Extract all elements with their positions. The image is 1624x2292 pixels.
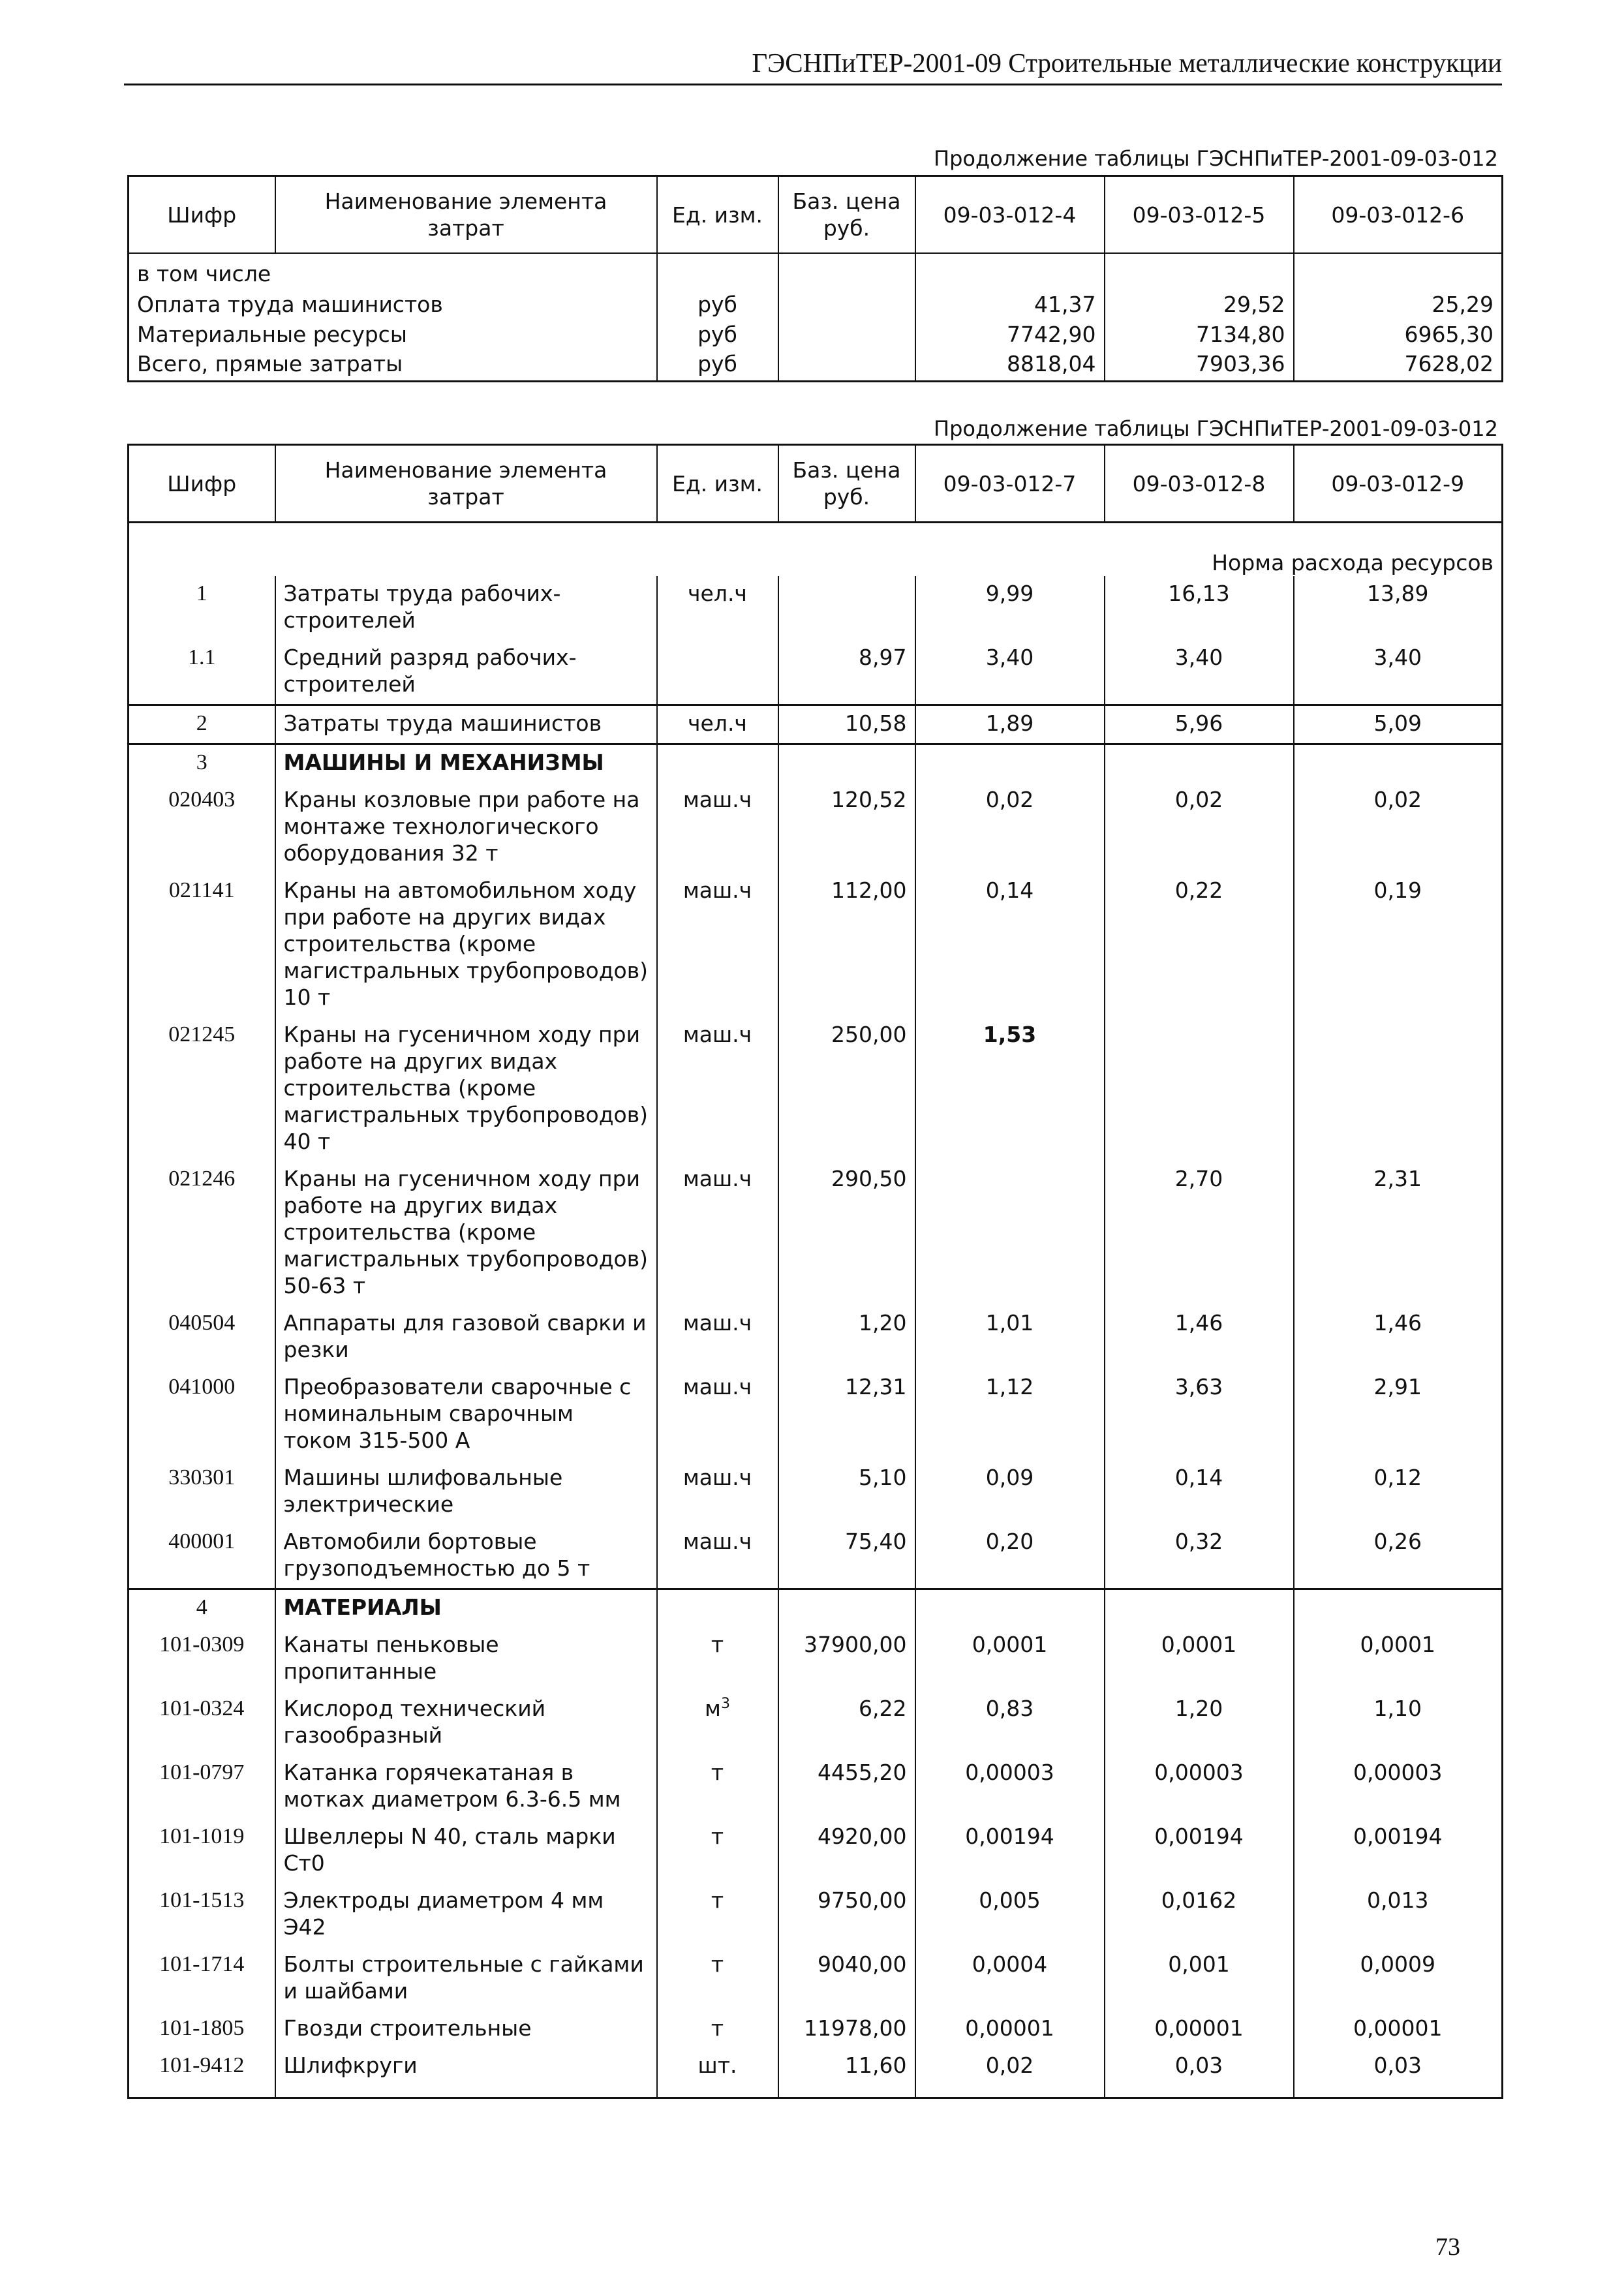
row-value-a: 1,01 [915,1306,1105,1369]
row-name: Швеллеры N 40, сталь марки Ст0 [275,1819,657,1883]
unit-text: маш.ч [682,1465,752,1490]
row-value-c: 6965,30 [1294,321,1503,351]
row-value-c: 0,00194 [1294,1819,1503,1883]
row-unit [657,782,778,873]
row-name: Машины шлифовальные электрические [275,1460,657,1524]
row-value-a: 0,0004 [915,1947,1105,2011]
page-number: 73 [1435,2233,1460,2261]
row-value-b: 0,0162 [1105,1883,1294,1947]
row-price: 8,97 [778,640,915,705]
row-value-b: 2,70 [1105,1161,1294,1306]
row-code: 3 [129,744,275,783]
row-value-b: 3,40 [1105,640,1294,705]
price-header-line2: руб. [823,484,870,510]
table-row [129,1306,1503,1369]
row-price: 10,58 [778,705,915,744]
row-value-c: 0,0001 [1294,1627,1503,1691]
col-name-header: Наименование элемента затрат [275,445,657,523]
table2-header-row [129,445,1503,523]
row-value-a: 1,12 [915,1369,1105,1460]
row-price: 11,60 [778,2048,915,2085]
row-code: 330301 [168,1465,236,1490]
row-value-b: 29,52 [1105,291,1294,321]
row-value-c: 0,0009 [1294,1947,1503,2011]
row-unit [657,1589,778,1628]
spacer-cell [1105,2085,1294,2098]
unit-text: маш.ч [682,1310,752,1336]
row-value-c: 7628,02 [1294,350,1503,381]
row-value-b: 0,32 [1105,1524,1294,1589]
table-row [129,1947,1503,2011]
section-title: МАТЕРИАЛЫ [275,1589,657,1628]
row-code: 400001 [168,1529,236,1553]
unit-text: т [711,2015,724,2041]
col-code-header: Шифр [129,176,275,254]
row-unit [657,1883,778,1947]
row-name: Затраты труда машинистов [275,705,657,744]
row-code: 101-1805 [159,2016,245,2040]
table1-continuation-caption: Продолжение таблицы ГЭСНПиТЕР-2001-09-03-012 [934,146,1498,171]
row-value-b: 0,03 [1105,2048,1294,2085]
spacer-cell [1294,2085,1503,2098]
row-code: 021246 [168,1167,236,1191]
including-label: в том числе [137,261,271,286]
table-row [129,2048,1503,2085]
row-value-a: 1,89 [915,705,1105,744]
row-value-c: 0,02 [1294,782,1503,873]
row-value-c: 0,03 [1294,2048,1503,2085]
row-price: 11978,00 [778,2011,915,2048]
row-value-b: 0,14 [1105,1460,1294,1524]
row-value-c: 13,89 [1294,576,1503,640]
row-unit [657,1369,778,1460]
row-value-c: 1,46 [1294,1306,1503,1369]
row-unit [657,2011,778,2048]
row-value-c: 3,40 [1294,640,1503,705]
table-row [129,873,1503,1017]
col-price-header [778,176,915,254]
col-code-header: Шифр [129,445,275,523]
row-code: 1 [196,581,207,605]
row-name: Электроды диаметром 4 мм Э42 [275,1883,657,1947]
table-row [129,1883,1503,1947]
unit-text: т [711,1951,724,1977]
table-bottom-spacer [129,2085,1503,2098]
col-price-header [778,445,915,523]
row-value-c [1294,744,1503,783]
row-price: 4920,00 [778,1819,915,1883]
row-unit [657,1691,778,1755]
unit-text: маш.ч [682,787,752,812]
row-unit: руб [657,321,778,351]
norm-label: Норма расхода ресурсов [129,523,1503,577]
table-row [129,1691,1503,1755]
row-value-c: 5,09 [1294,705,1503,744]
spacer-cell [778,2085,915,2098]
row-value-a: 0,20 [915,1524,1105,1589]
row-unit [657,1524,778,1589]
row-value-a: 0,09 [915,1460,1105,1524]
row-name: Оплата труда машинистов [137,291,443,317]
row-name: Преобразователи сварочные с номинальным сварочным током 315-500 А [275,1369,657,1460]
price-header-line2: руб. [823,215,870,241]
row-unit [657,576,778,640]
row-value-a: 1,53 [915,1017,1105,1161]
row-value-a: 0,00194 [915,1819,1105,1883]
row-unit [657,1161,778,1306]
row-name: Краны козловые при работе на монтаже технологического оборудования 32 т [275,782,657,873]
row-unit [657,1460,778,1524]
row-unit [657,705,778,744]
spacer-cell [129,2085,275,2098]
row-value-c [1294,1589,1503,1628]
row-value-c: 25,29 [1294,291,1503,321]
row-name: Затраты труда рабочих-строителей [275,576,657,640]
row-name: Краны на гусеничном ходу при работе на других видах строительства (кроме магистральных трубопроводов) 40 т [275,1017,657,1161]
row-unit [657,873,778,1017]
unit-text: маш.ч [682,1166,752,1191]
table1 [127,175,1503,382]
row-value-a: 0,0001 [915,1627,1105,1691]
row-name: Болты строительные с гайками и шайбами [275,1947,657,2011]
row-price: 290,50 [778,1161,915,1306]
row-unit [657,1017,778,1161]
row-code: 020403 [168,787,236,812]
table-row [129,576,1503,640]
row-value-a [915,744,1105,783]
row-price: 9040,00 [778,1947,915,2011]
row-code: 1.1 [188,645,216,669]
row-value-b [1105,1017,1294,1161]
row-code: 041000 [168,1375,236,1399]
row-value-c: 0,013 [1294,1883,1503,1947]
row-value-a: 0,83 [915,1691,1105,1755]
row-value-a: 0,00003 [915,1755,1105,1819]
row-value-b: 16,13 [1105,576,1294,640]
row-value-b: 3,63 [1105,1369,1294,1460]
section-title: МАШИНЫ И МЕХАНИЗМЫ [275,744,657,783]
row-unit: руб [657,350,778,381]
row-code: 021141 [168,878,235,902]
row-unit: руб [657,291,778,321]
unit-text: т [711,1632,724,1657]
row-price: 1,20 [778,1306,915,1369]
col-unit-header: Ед. изм. [657,176,778,254]
row-value-a: 41,37 [915,291,1105,321]
row-price: 12,31 [778,1369,915,1460]
row-price: 4455,20 [778,1755,915,1819]
table-row [129,640,1503,705]
col-a-header: 09-03-012-7 [915,445,1105,523]
col-b-header: 09-03-012-5 [1105,176,1294,254]
col-unit-header: Ед. изм. [657,445,778,523]
table-row [129,1755,1503,1819]
row-value-b: 0,02 [1105,782,1294,873]
row-value-c: 0,00001 [1294,2011,1503,2048]
row-unit [657,640,778,705]
row-code: 101-0309 [159,1632,245,1657]
running-header: ГЭСНПиТЕР-2001-09 Строительные металлические конструкции [124,47,1502,85]
unit-text: т [711,1887,724,1913]
row-price: 250,00 [778,1017,915,1161]
row-name: Краны на автомобильном ходу при работе на других видах строительства (кроме магистральных трубопроводов) 10 т [275,873,657,1017]
col-a-header: 09-03-012-4 [915,176,1105,254]
row-unit [657,1755,778,1819]
row-name: Катанка горячекатаная в мотках диаметром 6.3-6.5 мм [275,1755,657,1819]
price-header-line1: Баз. цена [792,189,901,214]
row-name: Автомобили бортовые грузоподъемностью до 5 т [275,1524,657,1589]
row-value-a: 0,14 [915,873,1105,1017]
row-value-c: 1,10 [1294,1691,1503,1755]
row-value-a: 0,02 [915,2048,1105,2085]
section-row [129,1589,1503,1628]
row-name: Всего, прямые затраты [137,351,403,377]
row-code: 040504 [168,1311,236,1335]
unit-text: чел.ч [688,711,747,736]
unit-text: маш.ч [682,1529,752,1554]
row-value-c: 0,26 [1294,1524,1503,1589]
row-price [778,1589,915,1628]
row-unit [657,1947,778,2011]
table-row [129,1017,1503,1161]
col-b-header: 09-03-012-8 [1105,445,1294,523]
table-row [129,1524,1503,1589]
row-value-b: 1,20 [1105,1691,1294,1755]
row-code: 2 [129,705,275,744]
row-name: Гвозди строительные [275,2011,657,2048]
row-unit [657,2048,778,2085]
row-name: Материальные ресурсы [137,321,407,347]
unit-text: м [705,1696,721,1721]
table1-header-row [129,176,1503,254]
unit-text: шт. [697,2053,737,2078]
row-code: 101-0797 [159,1760,245,1784]
row-value-b: 0,00194 [1105,1819,1294,1883]
section-row [129,744,1503,783]
row-value-a: 9,99 [915,576,1105,640]
row-name: Средний разряд рабочих-строителей [275,640,657,705]
table-row [129,350,1503,381]
unit-superscript: 3 [720,1696,730,1712]
row-code: 4 [129,1589,275,1628]
row-name: Шлифкруги [275,2048,657,2085]
row-value-b: 0,00001 [1105,2011,1294,2048]
row-code: 101-1513 [159,1888,245,1912]
table-row [129,1627,1503,1691]
row-code: 101-9412 [159,2053,245,2077]
row-value-c: 2,31 [1294,1161,1503,1306]
row-value-c [1294,1017,1503,1161]
spacer-cell [915,2085,1105,2098]
row-value-b [1105,744,1294,783]
spacer-cell [275,2085,657,2098]
row-unit [657,1306,778,1369]
unit-text: чел.ч [688,581,747,606]
row-value-a [915,1161,1105,1306]
row-value-b: 0,22 [1105,873,1294,1017]
row-unit [657,744,778,783]
row-code: 101-1714 [159,1952,245,1976]
col-c-header: 09-03-012-9 [1294,445,1503,523]
row-value-c: 0,19 [1294,873,1503,1017]
col-name-header: Наименование элемента затрат [275,176,657,254]
unit-text: маш.ч [682,878,752,903]
row-code: 101-0324 [159,1696,245,1720]
row-value-c: 0,00003 [1294,1755,1503,1819]
row-price [778,744,915,783]
price-header-line1: Баз. цена [792,457,901,483]
row-value-b [1105,1589,1294,1628]
unit-text: т [711,1760,724,1785]
table2 [127,444,1503,2099]
unit-text: т [711,1824,724,1849]
row-price [778,576,915,640]
row-value-b: 1,46 [1105,1306,1294,1369]
row-price: 120,52 [778,782,915,873]
row-name: Канаты пеньковые пропитанные [275,1627,657,1691]
row-value-b: 5,96 [1105,705,1294,744]
row-price: 37900,00 [778,1627,915,1691]
table1-including-row [129,253,1503,291]
row-price: 6,22 [778,1691,915,1755]
table-row [129,2011,1503,2048]
table-row [129,782,1503,873]
row-price: 112,00 [778,873,915,1017]
row-value-c: 0,12 [1294,1460,1503,1524]
spacer-cell [657,2085,778,2098]
row-unit [657,1819,778,1883]
row-value-c: 2,91 [1294,1369,1503,1460]
row-price: 9750,00 [778,1883,915,1947]
row-value-a: 8818,04 [915,350,1105,381]
unit-text: маш.ч [682,1022,752,1047]
col-c-header: 09-03-012-6 [1294,176,1503,254]
table2-continuation-caption: Продолжение таблицы ГЭСНПиТЕР-2001-09-03-012 [934,416,1498,441]
row-value-a: 3,40 [915,640,1105,705]
table-row [129,321,1503,351]
row-value-a: 0,02 [915,782,1105,873]
row-price: 5,10 [778,1460,915,1524]
row-name: Краны на гусеничном ходу при работе на других видах строительства (кроме магистральных трубопроводов) 50-63 т [275,1161,657,1306]
table-row [129,1161,1503,1306]
row-value-b: 7134,80 [1105,321,1294,351]
row-value-a: 0,005 [915,1883,1105,1947]
row-code: 021245 [168,1022,236,1047]
row-value-a: 0,00001 [915,2011,1105,2048]
unit-text: маш.ч [682,1374,752,1399]
row-value-b: 7903,36 [1105,350,1294,381]
table-row [129,1460,1503,1524]
row-name: Аппараты для газовой сварки и резки [275,1306,657,1369]
row-value-b: 0,001 [1105,1947,1294,2011]
row-unit [657,1627,778,1691]
table-row [129,1819,1503,1883]
row-price: 75,40 [778,1524,915,1589]
table-row [129,1369,1503,1460]
norm-row [129,523,1503,577]
row-value-a: 7742,90 [915,321,1105,351]
row-value-b: 0,00003 [1105,1755,1294,1819]
row-value-b: 0,0001 [1105,1627,1294,1691]
table-row [129,705,1503,744]
row-value-a [915,1589,1105,1628]
row-code: 101-1019 [159,1824,245,1848]
table-row [129,291,1503,321]
row-name: Кислород технический газообразный [275,1691,657,1755]
